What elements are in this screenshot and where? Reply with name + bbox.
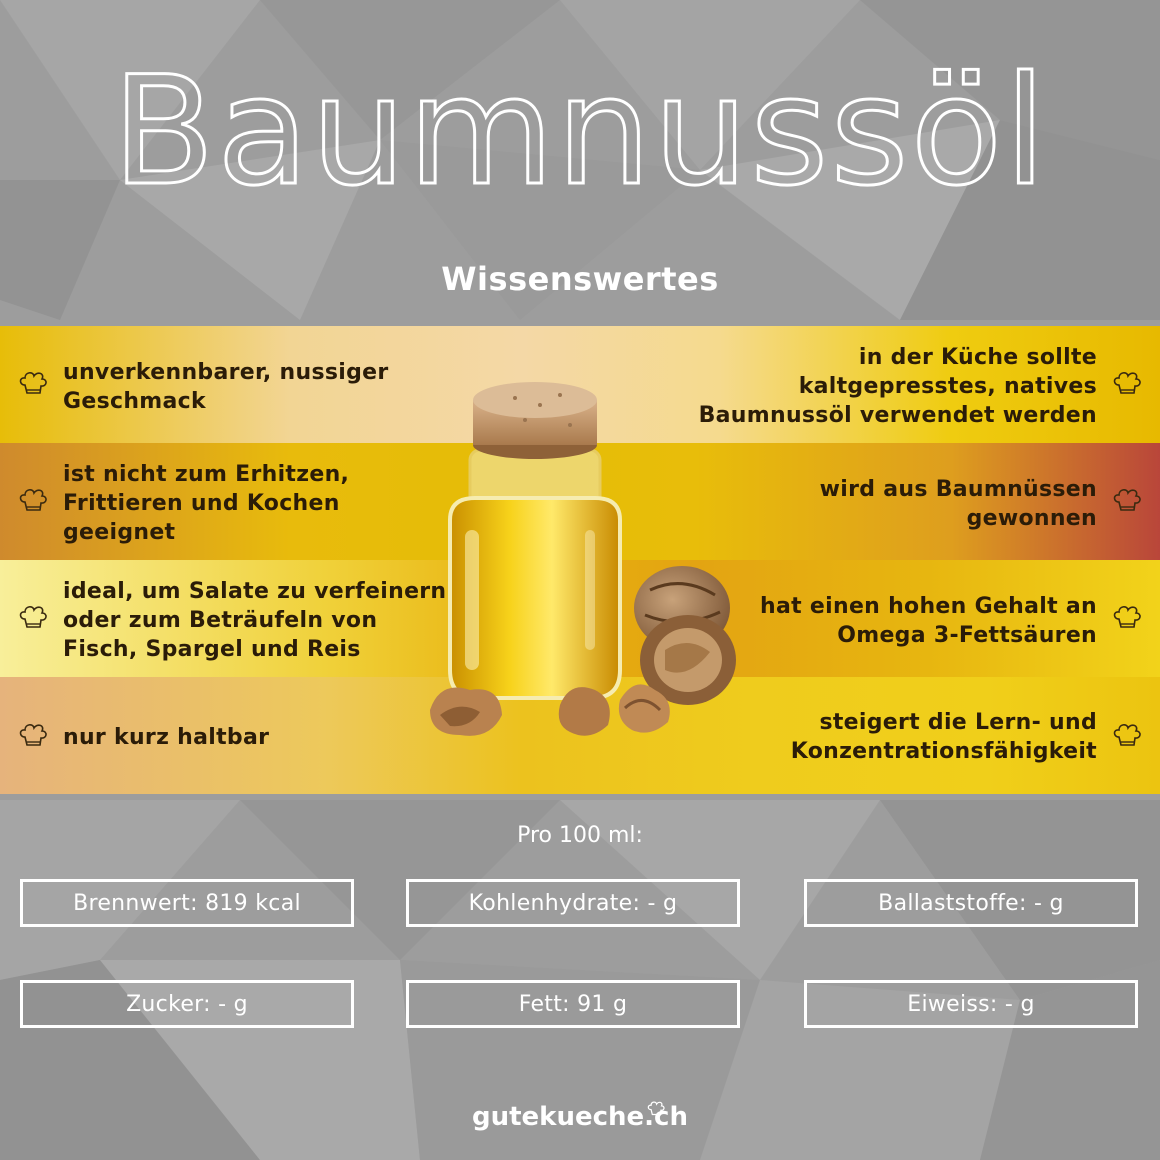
chef-hat-icon bbox=[18, 605, 48, 631]
page-title: Baumnussöl bbox=[112, 45, 1048, 219]
chef-hat-icon bbox=[1112, 488, 1142, 514]
fact-left-3: ideal, um Salate zu verfeinern oder zum Beträufeln von Fisch, Spargel und Reis bbox=[63, 579, 447, 662]
chef-hat-icon bbox=[1112, 605, 1142, 631]
nutrient-energy: Brennwert: 819 kcal bbox=[20, 879, 354, 927]
chef-hat-icon bbox=[1112, 723, 1142, 749]
fact-right-2: wird aus Baumnüssen gewonnen bbox=[819, 477, 1097, 531]
fact-right-3: hat einen hohen Gehalt an Omega 3-Fettsäuren bbox=[760, 594, 1097, 648]
nutrient-sugar: Zucker: - g bbox=[20, 980, 354, 1028]
fact-right-4: steigert die Lern- und Konzentrationsfähigkeit bbox=[790, 710, 1097, 764]
nutrient-fiber: Ballaststoffe: - g bbox=[804, 879, 1138, 927]
logo-chef-hat-icon bbox=[646, 1101, 666, 1117]
per-100ml-label: Pro 100 ml: bbox=[517, 823, 643, 848]
fact-left-1: unverkennbarer, nussiger Geschmack bbox=[63, 360, 389, 414]
fact-left-2: ist nicht zum Erhitzen, Frittieren und Kochen geeignet bbox=[63, 462, 350, 545]
chef-hat-icon bbox=[18, 723, 48, 749]
site-logo-text: gutekueche.ch bbox=[472, 1102, 688, 1132]
nutrient-protein: Eiweiss: - g bbox=[804, 980, 1138, 1028]
chef-hat-icon bbox=[18, 488, 48, 514]
nutrient-fat: Fett: 91 g bbox=[406, 980, 740, 1028]
chef-hat-icon bbox=[18, 371, 48, 397]
section-subtitle: Wissenswertes bbox=[441, 260, 719, 298]
chef-hat-icon bbox=[1112, 371, 1142, 397]
nutrient-carbohydrates: Kohlenhydrate: - g bbox=[406, 879, 740, 927]
fact-right-1: in der Küche sollte kaltgepresstes, natives Baumnussöl verwendet werden bbox=[698, 345, 1097, 428]
oil-jar-image bbox=[420, 380, 750, 780]
fact-left-4: nur kurz haltbar bbox=[63, 725, 270, 750]
